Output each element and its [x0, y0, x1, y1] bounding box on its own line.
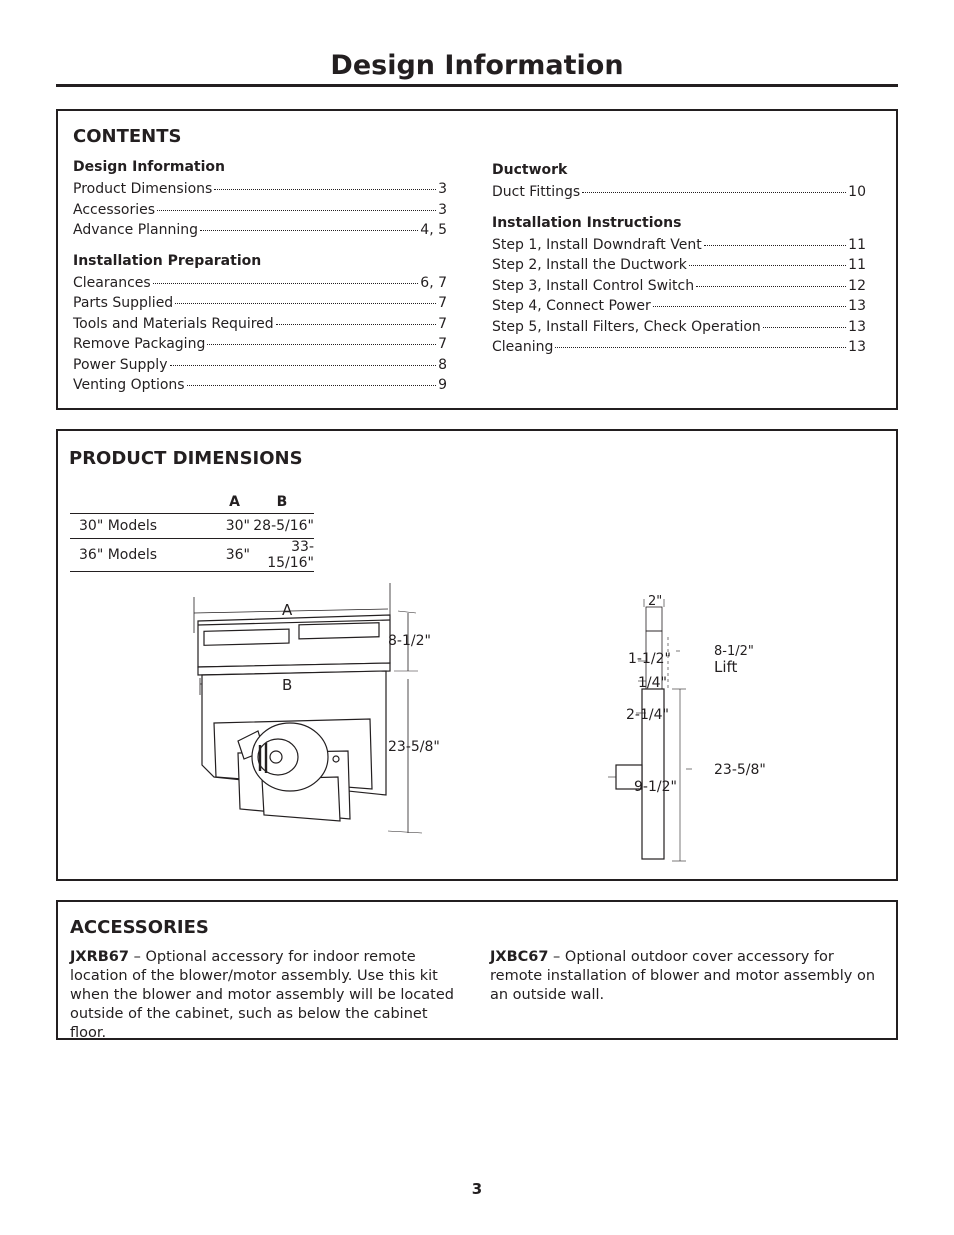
label-nine-half: 9-1/2"	[634, 779, 677, 795]
page-title: Design Information	[330, 50, 624, 81]
toc-item[interactable]: Duct Fittings 10	[492, 184, 866, 200]
label-height-top: 8-1/2"	[388, 633, 431, 649]
accessory-item: JXRB67 – Optional accessory for indoor remote location of the blower/motor assembly. Use this kit when the blower and motor assembly will be located outside of the cabinet, such as below the cabinet floor.	[70, 949, 454, 1041]
toc-item[interactable]: Tools and Materials Required 7	[73, 315, 447, 332]
toc-item[interactable]: Step 2, Install the Ductwork 11	[492, 257, 866, 273]
toc-item[interactable]: Advance Planning 4, 5	[73, 222, 447, 238]
toc-item[interactable]: Parts Supplied 7	[73, 295, 447, 311]
toc-item[interactable]: Power Supply 8	[73, 356, 447, 373]
label-one-half: 1-1/2"	[628, 651, 671, 667]
toc-item[interactable]: Venting Options 9	[73, 377, 447, 393]
label-height-total: 23-5/8"	[388, 739, 440, 755]
label-lift-word: Lift	[714, 658, 738, 676]
title-rule	[56, 84, 898, 87]
side-view-diagram	[588, 581, 808, 869]
contents-box	[56, 109, 898, 410]
accessories-heading: ACCESSORIES	[70, 917, 209, 938]
contents-left-column	[73, 159, 447, 398]
contents-heading: CONTENTS	[73, 126, 182, 147]
toc-item[interactable]: Step 4, Connect Power 13	[492, 298, 866, 314]
table-header	[70, 491, 190, 514]
accessory-model: JXRB67	[70, 949, 129, 965]
product-dimensions-heading: PRODUCT DIMENSIONS	[69, 448, 303, 469]
accessory-item: JXBC67 – Optional outdoor cover accessory for remote installation of blower and motor assembly on an outside wall.	[490, 949, 876, 1003]
table-row: 30" Models 30" 28-5/16"	[70, 514, 314, 539]
label-quarter: 1/4"	[638, 675, 667, 691]
accessory-model: JXBC67	[490, 949, 549, 965]
toc-item[interactable]: Remove Packaging 7	[73, 336, 447, 352]
toc-item[interactable]: Step 1, Install Downdraft Vent 11	[492, 236, 866, 253]
table-header: B	[250, 491, 314, 514]
product-dimensions-box	[56, 429, 898, 881]
dimensions-table	[70, 491, 314, 572]
label-a: A	[282, 601, 293, 619]
toc-section-title: Design Information	[73, 159, 226, 175]
toc-item[interactable]: Step 5, Install Filters, Check Operation 13	[492, 318, 866, 335]
front-view-diagram	[178, 575, 498, 839]
page-number: 3	[471, 1180, 483, 1198]
toc-item[interactable]: Step 3, Install Control Switch 12	[492, 277, 866, 294]
label-two-quarter: 2-1/4"	[626, 707, 669, 723]
label-lift: 8-1/2"	[714, 644, 754, 659]
toc-item[interactable]: Cleaning 13	[492, 339, 866, 355]
accessories-box	[56, 900, 898, 1040]
contents-right-column	[492, 162, 866, 360]
toc-section-title: Installation Preparation	[73, 252, 262, 269]
table-header: A	[190, 491, 250, 514]
toc-item[interactable]: Clearances 6, 7	[73, 274, 447, 291]
label-depth-top: 2"	[648, 594, 663, 609]
label-total: 23-5/8"	[714, 762, 766, 778]
toc-section-title: Ductwork	[492, 162, 568, 178]
toc-item[interactable]: Product Dimensions 3	[73, 181, 447, 197]
toc-item[interactable]: Accessories 3	[73, 201, 447, 218]
toc-section-title: Installation Instructions	[492, 214, 682, 231]
label-b: B	[282, 676, 293, 694]
table-row: 36" Models 36" 33-15/16"	[70, 539, 314, 572]
